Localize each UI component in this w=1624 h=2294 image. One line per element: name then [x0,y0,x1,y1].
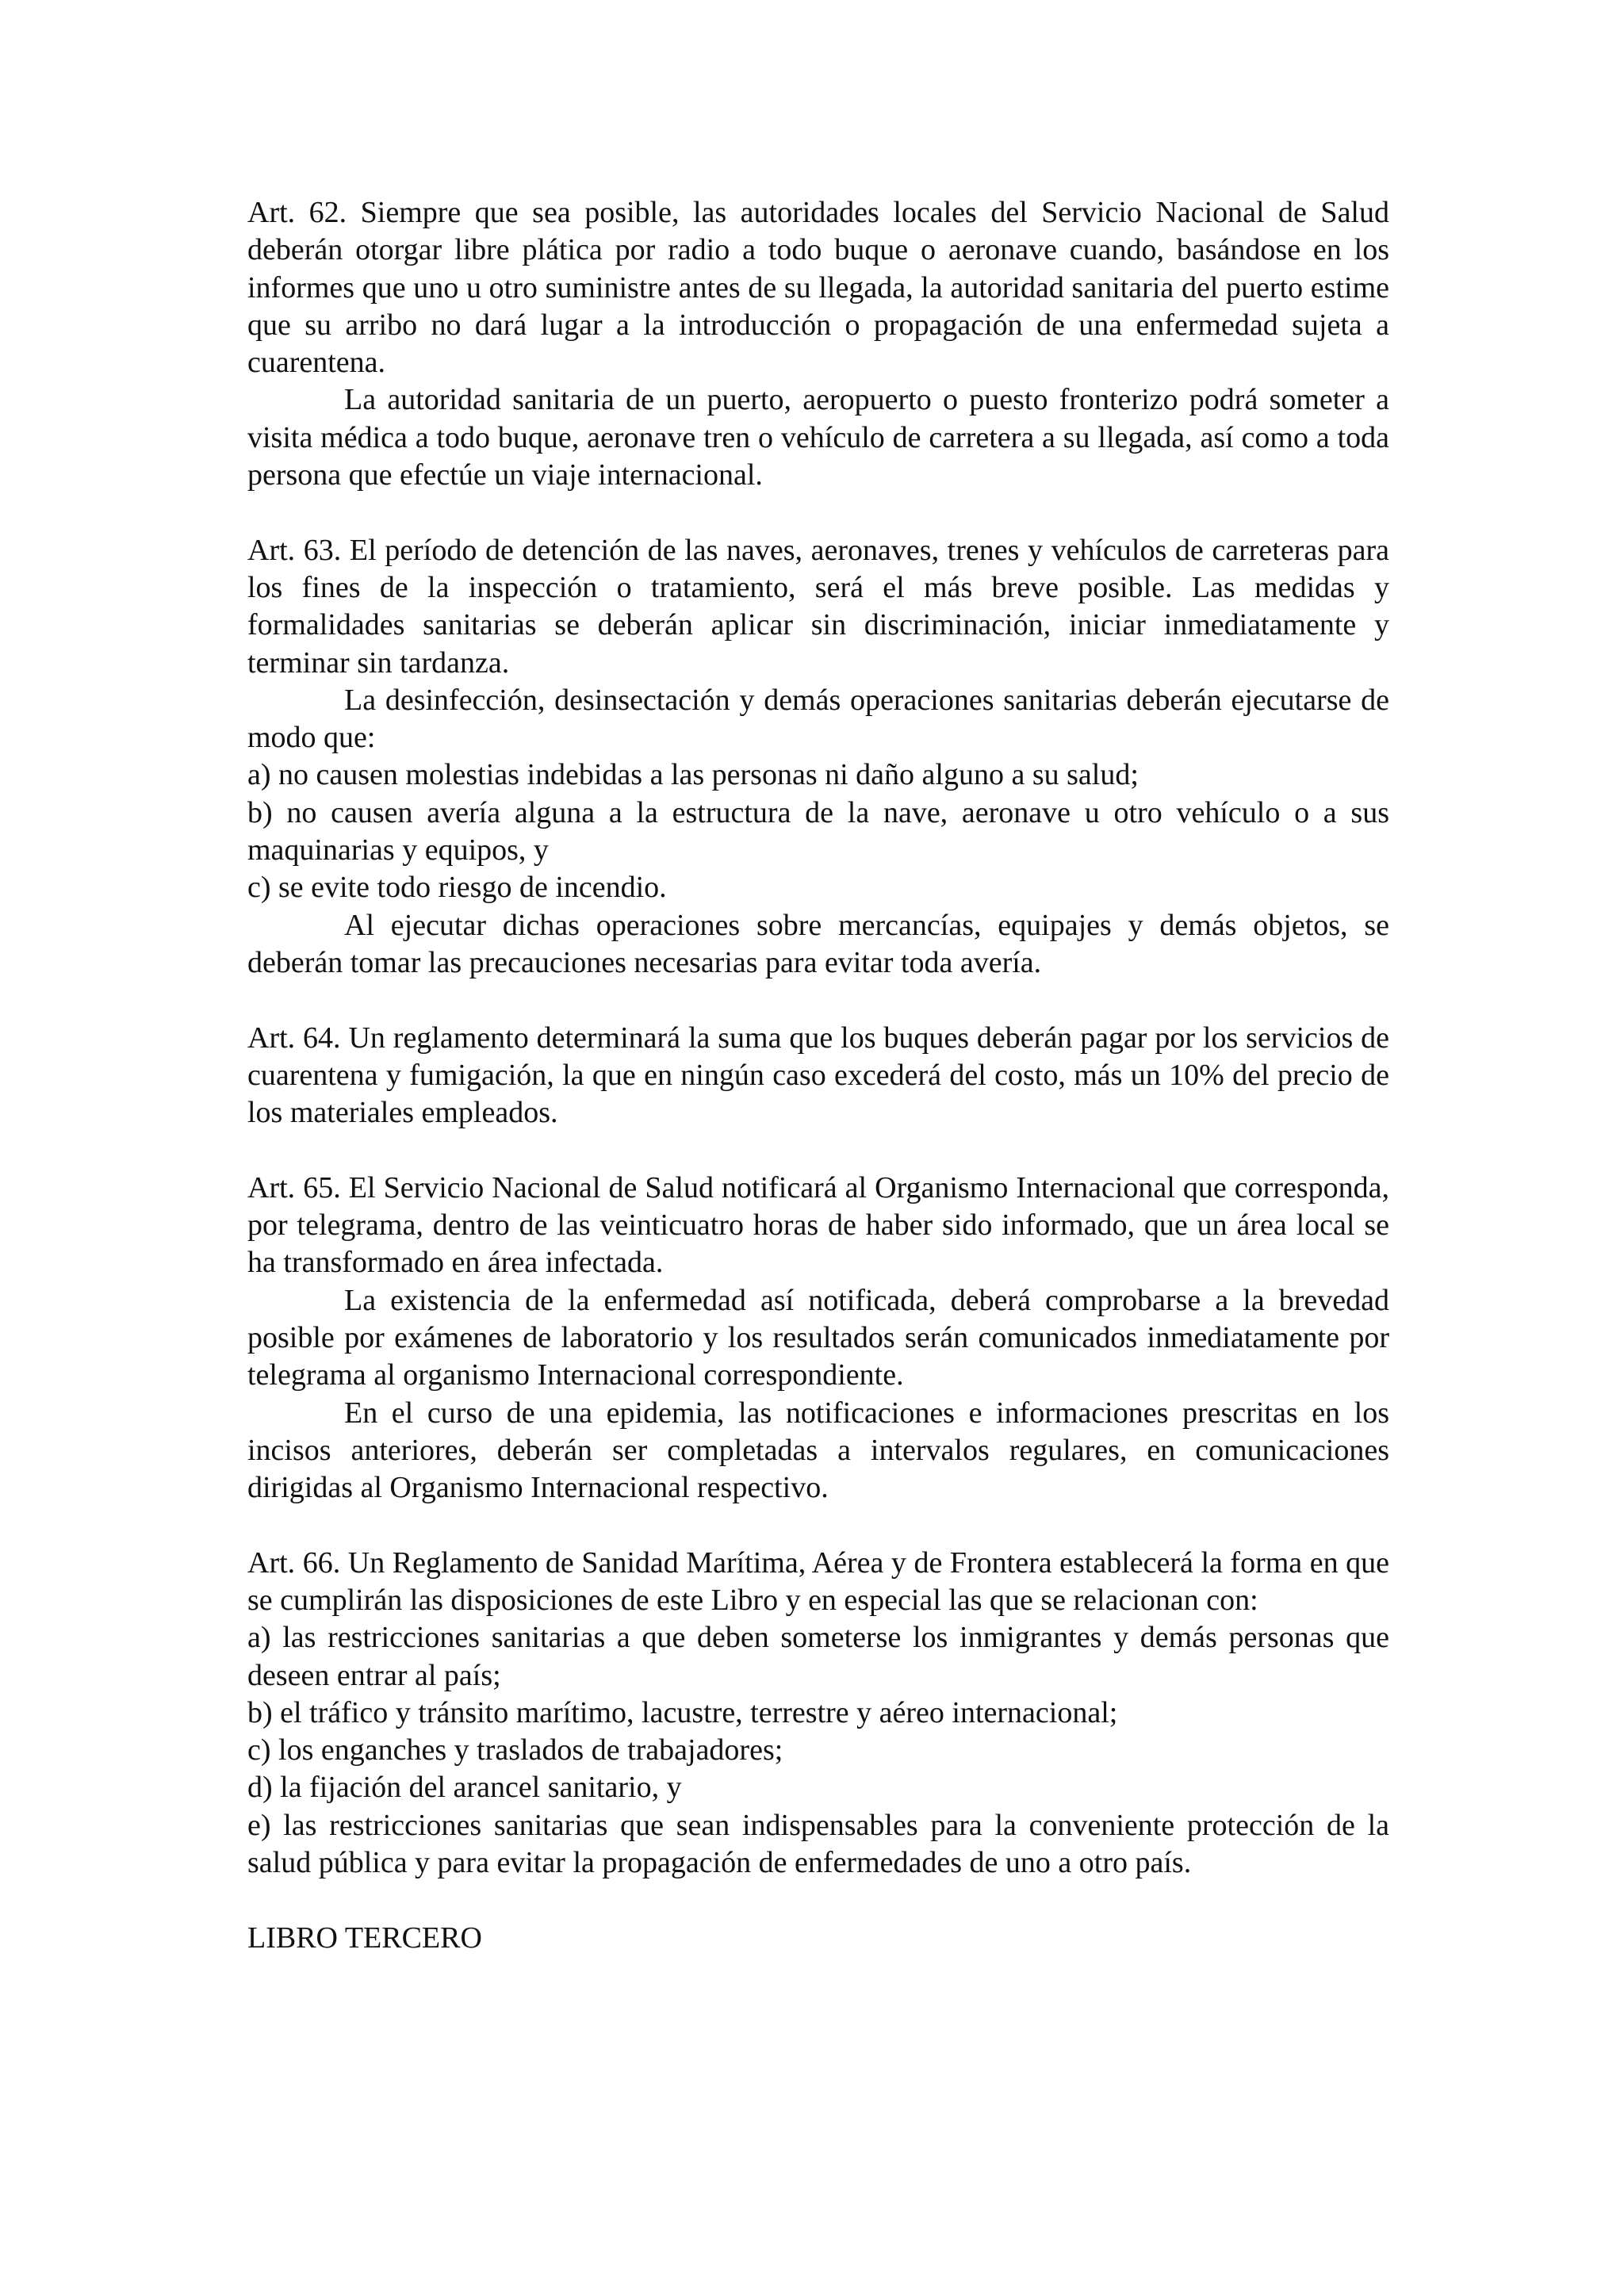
art66-item-d: d) la fijación del arancel sanitario, y [247,1771,682,1805]
art63-item-a: a) no causen molestias indebidas a las personas ni daño alguno a su salud; [247,758,1139,792]
art62-paragraph-2: La autoridad sanitaria de un puerto, aeropuerto o puesto fronterizo podrá someter a visita médica a todo buque, aeronave tren o vehículo de carretera a su llegada, así como a toda persona que efectúe un viaje internacional. [247,383,1389,492]
art63-item-b: b) no causen avería alguna a la estructura de la nave, aeronave u otro vehículo o a sus maquinarias y equipos, y [247,795,1389,867]
art63-item-c: c) se evite todo riesgo de incendio. [247,871,667,905]
art63-paragraph-2: La desinfección, desinsectación y demás operaciones sanitarias deberán ejecutarse de modo que: [247,683,1389,755]
art66-item-a: a) las restricciones sanitarias a que deben someterse los inmigrantes y demás personas que deseen entrar al país; [247,1621,1389,1692]
section-heading: LIBRO TERCERO [247,1921,482,1955]
art65-paragraph-2: La existencia de la enfermedad así notificada, deberá comprobarse a la brevedad posible por exámenes de laboratorio y los resultados serán comunicados inmediatamente por telegrama al organismo Internacional correspondiente. [247,1283,1389,1392]
art64-paragraph-1: Art. 64. Un reglamento determinará la suma que los buques deberán pagar por los servicios de cuarentena y fumigación, la que en ningún caso excederá del costo, más un 10% del precio de los materiales empleados. [247,1021,1389,1130]
art66-item-e: e) las restricciones sanitarias que sean indispensables para la conveniente protección de la salud pública y para evitar la propagación de enfermedades de uno a otro país. [247,1808,1389,1880]
art62-paragraph-1: Art. 62. Siempre que sea posible, las autoridades locales del Servicio Nacional de Salud deberán otorgar libre plática por radio a todo buque o aeronave cuando, basándose en los informes que uno u otro suministre antes de su llegada, la autoridad sanitaria del puerto estime que su arribo no dará lugar a la introducción o propagación de una enfermedad sujeta a cuarentena. [247,196,1389,380]
art66-item-c: c) los enganches y traslados de trabajadores; [247,1733,783,1767]
art66-item-b: b) el tráfico y tránsito marítimo, lacustre, terrestre y aéreo internacional; [247,1695,1118,1729]
art63-paragraph-3: Al ejecutar dichas operaciones sobre mercancías, equipajes y demás objetos, se deberán tomar las precauciones necesarias para evitar toda avería. [247,908,1389,979]
art63-paragraph-1: Art. 63. El período de detención de las naves, aeronaves, trenes y vehículos de carreteras para los fines de la inspección o tratamiento, será el más breve posible. Las medidas y formalidades sanitarias se deberán aplicar sin discriminación, iniciar inmediatamente y terminar sin tardanza. [247,533,1389,680]
art65-paragraph-1: Art. 65. El Servicio Nacional de Salud notificará al Organismo Internacional que corresponda, por telegrama, dentro de las veinticuatro horas de haber sido informado, que un área local se ha transformado en área infectada. [247,1170,1389,1280]
art65-paragraph-3: En el curso de una epidemia, las notificaciones e informaciones prescritas en los incisos anteriores, deberán ser completadas a intervalos regulares, en comunicaciones dirigidas al Organismo Internacional respectivo. [247,1396,1389,1505]
document-page [247,194,1389,1957]
art66-paragraph-1: Art. 66. Un Reglamento de Sanidad Marítima, Aérea y de Frontera establecerá la forma en que se cumplirán las disposiciones de este Libro y en especial las que se relacionan con: [247,1545,1389,1617]
